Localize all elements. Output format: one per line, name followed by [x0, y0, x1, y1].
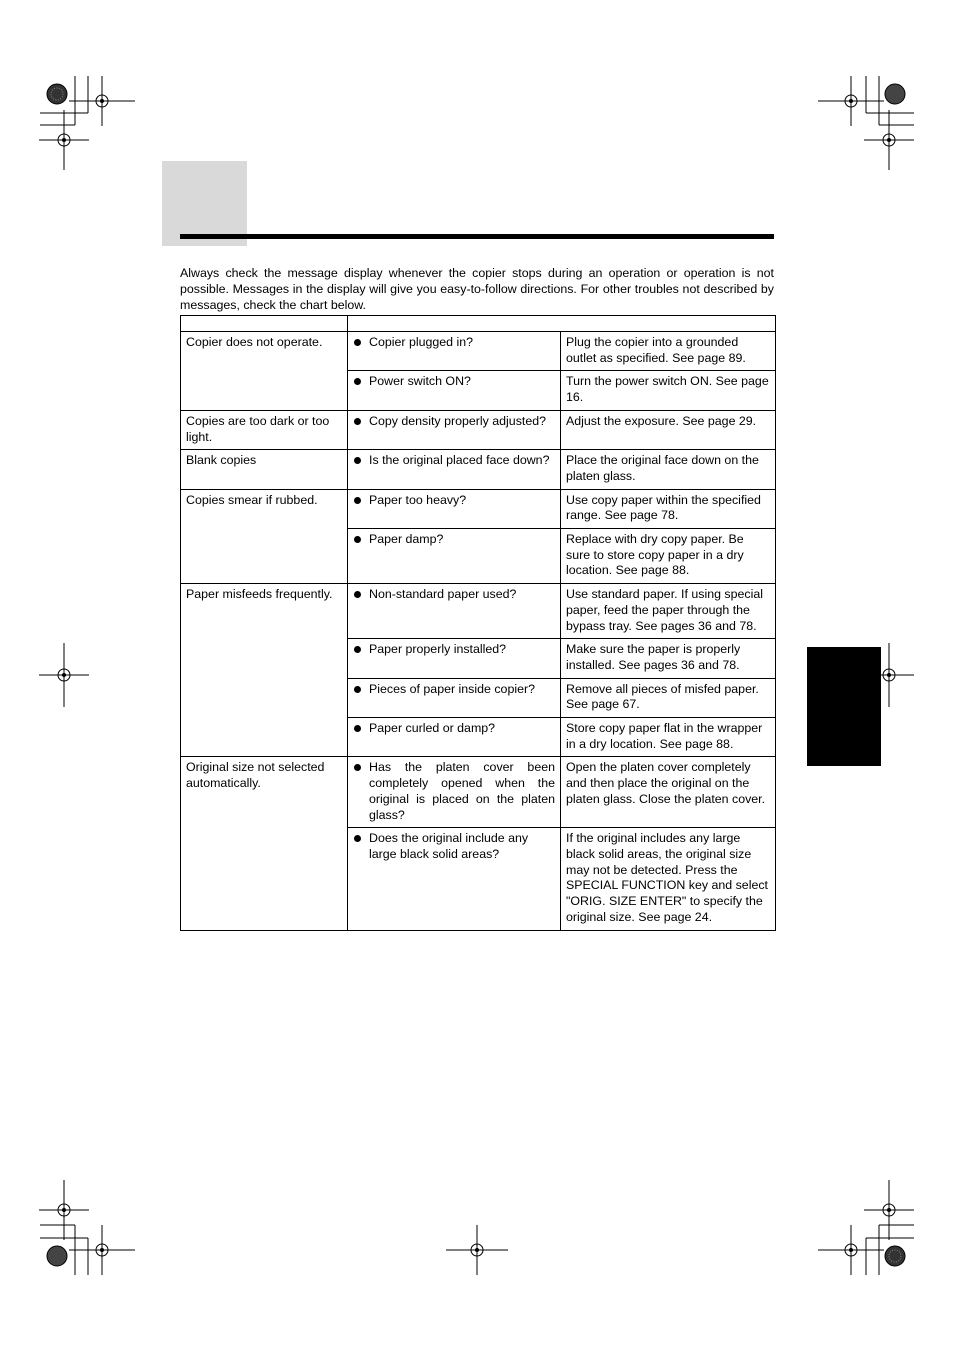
bullet-icon [354, 686, 361, 693]
solution-cell: If the original includes any large black solid areas, the original size may not be detected. Press the SPECIAL FUNCTION key and select "ORIG. SIZE ENTER" to specify the original size. See page 24. [561, 828, 776, 930]
solution-cell: Replace with dry copy paper. Be sure to store copy paper in a dry location. See page 88. [561, 529, 776, 584]
troubleshooting-table [180, 315, 776, 931]
check-text: Copier plugged in? [369, 335, 474, 349]
check-cell [348, 332, 561, 371]
check-cell [348, 828, 561, 930]
problem-cell: Copies smear if rubbed. [181, 489, 348, 584]
bullet-icon [354, 835, 361, 842]
heading-rule [180, 234, 774, 239]
table-row [181, 489, 776, 528]
chapter-side-tab [807, 647, 881, 766]
check-cell [348, 371, 561, 410]
check-cell [348, 639, 561, 678]
check-cell [348, 529, 561, 584]
check-text: Has the platen cover been completely opened when the original is placed on the platen glass? [369, 760, 555, 822]
bullet-icon [354, 339, 361, 346]
check-cell [348, 489, 561, 528]
problem-cell: Original size not selected automatically. [181, 757, 348, 930]
bullet-icon [354, 591, 361, 598]
check-text: Power switch ON? [369, 374, 471, 389]
check-cell [348, 450, 561, 489]
bullet-icon [354, 536, 361, 543]
check-text: Non-standard paper used? [369, 587, 517, 602]
solution-cell: Open the platen cover completely and then place the original on the platen glass. Close the platen cover. [561, 757, 776, 828]
table-row [181, 410, 776, 449]
problem-cell: Copies are too dark or too light. [181, 410, 348, 449]
check-cell [348, 410, 561, 449]
bullet-icon [354, 457, 361, 464]
check-text: Pieces of paper inside copier? [369, 681, 535, 696]
problem-cell: Blank copies [181, 450, 348, 489]
check-cell [348, 757, 561, 828]
check-text: Copy density properly adjusted? [369, 413, 547, 428]
bullet-icon [354, 378, 361, 385]
check-text: Is the original placed face down? [369, 453, 550, 468]
bullet-icon [354, 646, 361, 653]
check-cell [348, 678, 561, 717]
table-row [181, 332, 776, 371]
check-text: Paper too heavy? [369, 492, 467, 507]
solution-cell: Plug the copier into a grounded outlet as specified. See page 89. [561, 332, 776, 371]
check-text: Paper damp? [369, 532, 444, 547]
solution-cell: Turn the power switch ON. See page 16. [561, 371, 776, 410]
header-check [348, 316, 776, 332]
table-row [181, 450, 776, 489]
table-row [181, 757, 776, 828]
solution-cell: Remove all pieces of misfed paper. See page 67. [561, 678, 776, 717]
table-row [181, 584, 776, 639]
solution-cell: Store copy paper flat in the wrapper in a dry location. See page 88. [561, 718, 776, 757]
table-header-row [181, 316, 776, 332]
check-text: Does the original include any large black solid areas? [369, 831, 529, 861]
problem-cell: Copier does not operate. [181, 332, 348, 411]
header-problem [181, 316, 348, 332]
solution-cell: Place the original face down on the platen glass. [561, 450, 776, 489]
check-cell [348, 584, 561, 639]
bullet-icon [354, 764, 361, 771]
bullet-icon [354, 497, 361, 504]
check-text: Paper curled or damp? [369, 721, 496, 736]
bullet-icon [354, 418, 361, 425]
bullet-icon [354, 725, 361, 732]
solution-cell: Use standard paper. If using special paper, feed the paper through the bypass tray. See pages 36 and 78. [561, 584, 776, 639]
check-text: Paper properly installed? [369, 642, 507, 657]
solution-cell: Use copy paper within the specified range. See page 78. [561, 489, 776, 528]
problem-cell: Paper misfeeds frequently. [181, 584, 348, 757]
intro-paragraph: Always check the message display whenever the copier stops during an operation or operation is not possible. Messages in the display will give you easy-to-follow directions. For other troubles not described by messages, check the chart below. [180, 266, 774, 312]
solution-cell: Make sure the paper is properly installed. See pages 36 and 78. [561, 639, 776, 678]
solution-cell: Adjust the exposure. See page 29. [561, 410, 776, 449]
check-cell [348, 718, 561, 757]
